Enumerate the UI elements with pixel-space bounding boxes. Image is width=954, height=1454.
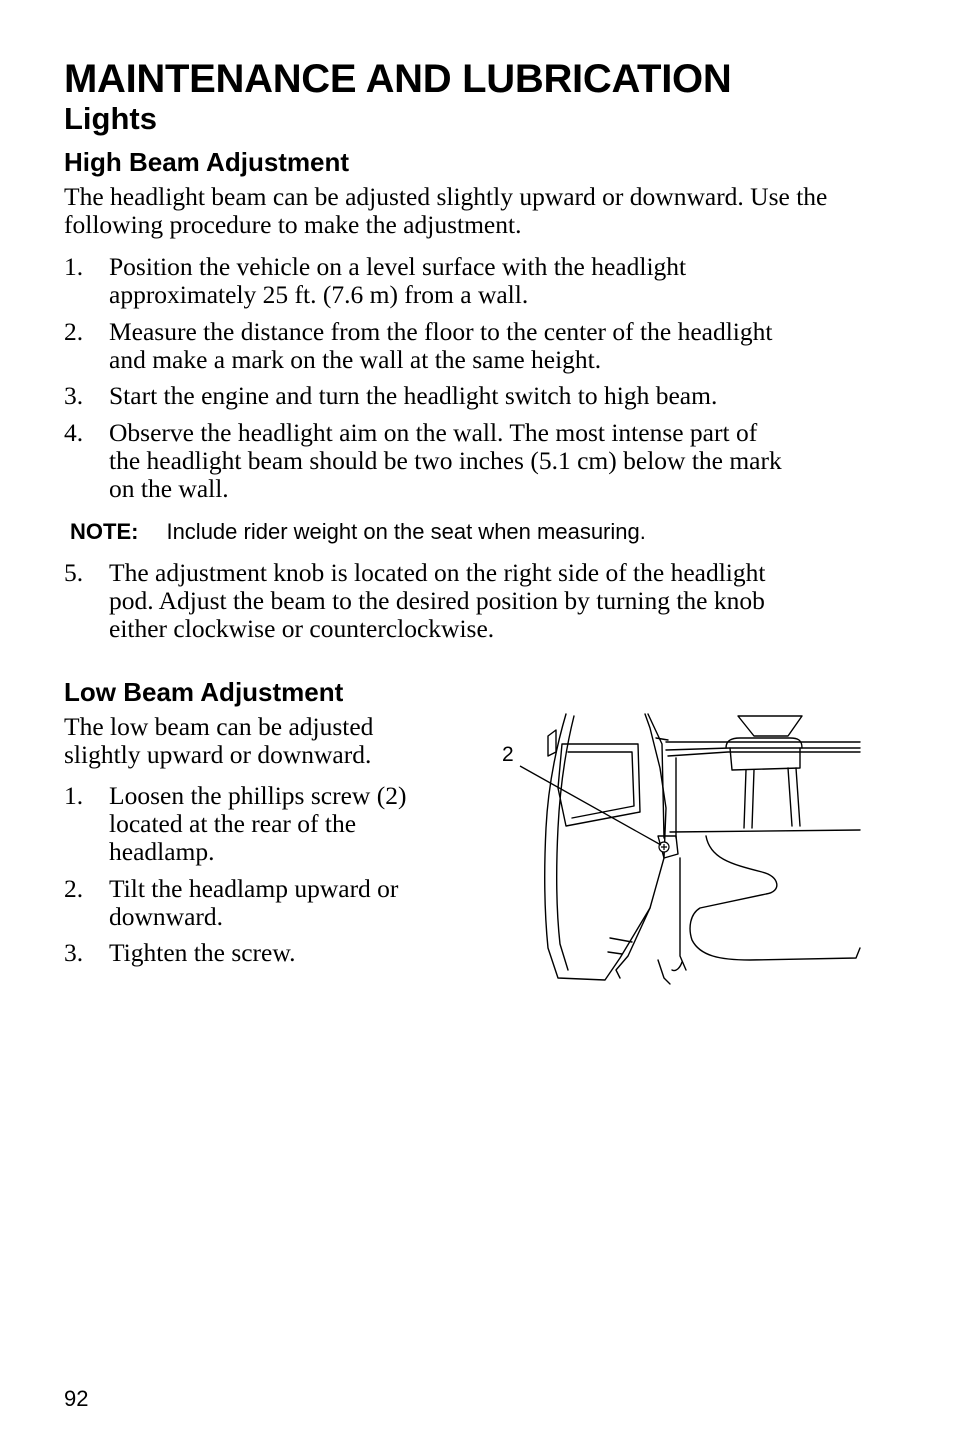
step-line: pod. Adjust the beam to the desired position by turning the knob — [109, 586, 765, 615]
step-line: Loosen the phillips screw (2) — [109, 781, 407, 810]
low-beam-heading: Low Beam Adjustment — [64, 677, 344, 707]
headlamp-illustration — [500, 708, 870, 990]
step-line: Observe the headlight aim on the wall. The most intense part of — [109, 418, 758, 447]
step-line: Tighten the screw. — [109, 938, 296, 967]
step-line: Start the engine and turn the headlight switch to high beam. — [109, 381, 718, 410]
step-line: and make a mark on the wall at the same height. — [109, 345, 602, 374]
step-line: either clockwise or counterclockwise. — [109, 614, 495, 643]
step-number: 4. — [64, 418, 84, 447]
step-line: Tilt the headlamp upward or — [109, 874, 399, 903]
high-beam-intro: The headlight beam can be adjusted slightly upward or downward. Use the following procedure to make the adjustment. — [64, 182, 828, 239]
step-line: the headlight beam should be two inches (5.1 cm) below the mark — [109, 446, 782, 475]
step-line: located at the rear of the — [109, 809, 357, 838]
step-line: headlamp. — [109, 837, 215, 866]
note-text: Include rider weight on the seat when measuring. — [166, 519, 646, 544]
high-beam-heading: High Beam Adjustment — [64, 147, 350, 177]
step-number: 5. — [64, 558, 84, 587]
step-line: The adjustment knob is located on the right side of the headlight — [109, 558, 766, 587]
section-title: MAINTENANCE AND LUBRICATION — [64, 57, 732, 101]
step-number: 3. — [64, 381, 84, 410]
callout-label: 2 — [502, 743, 514, 766]
step-line: approximately 25 ft. (7.6 m) from a wall. — [109, 280, 529, 309]
step-number: 2. — [64, 317, 84, 346]
step-line: Measure the distance from the floor to the center of the headlight — [109, 317, 773, 346]
note-label: NOTE: — [70, 519, 139, 544]
step-number: 2. — [64, 874, 84, 903]
step-number: 1. — [64, 252, 84, 281]
intro-line: slightly upward or downward. — [64, 740, 372, 769]
subsection-title: Lights — [64, 101, 157, 136]
low-beam-intro — [64, 713, 373, 769]
note — [70, 518, 646, 546]
step-line: on the wall. — [109, 474, 229, 503]
step-number: 1. — [64, 781, 84, 810]
step-line: Position the vehicle on a level surface with the headlight — [109, 252, 687, 281]
step-line: downward. — [109, 902, 224, 931]
intro-line: The low beam can be adjusted — [64, 712, 374, 741]
page-number: 92 — [64, 1386, 89, 1411]
step-number: 3. — [64, 938, 84, 967]
